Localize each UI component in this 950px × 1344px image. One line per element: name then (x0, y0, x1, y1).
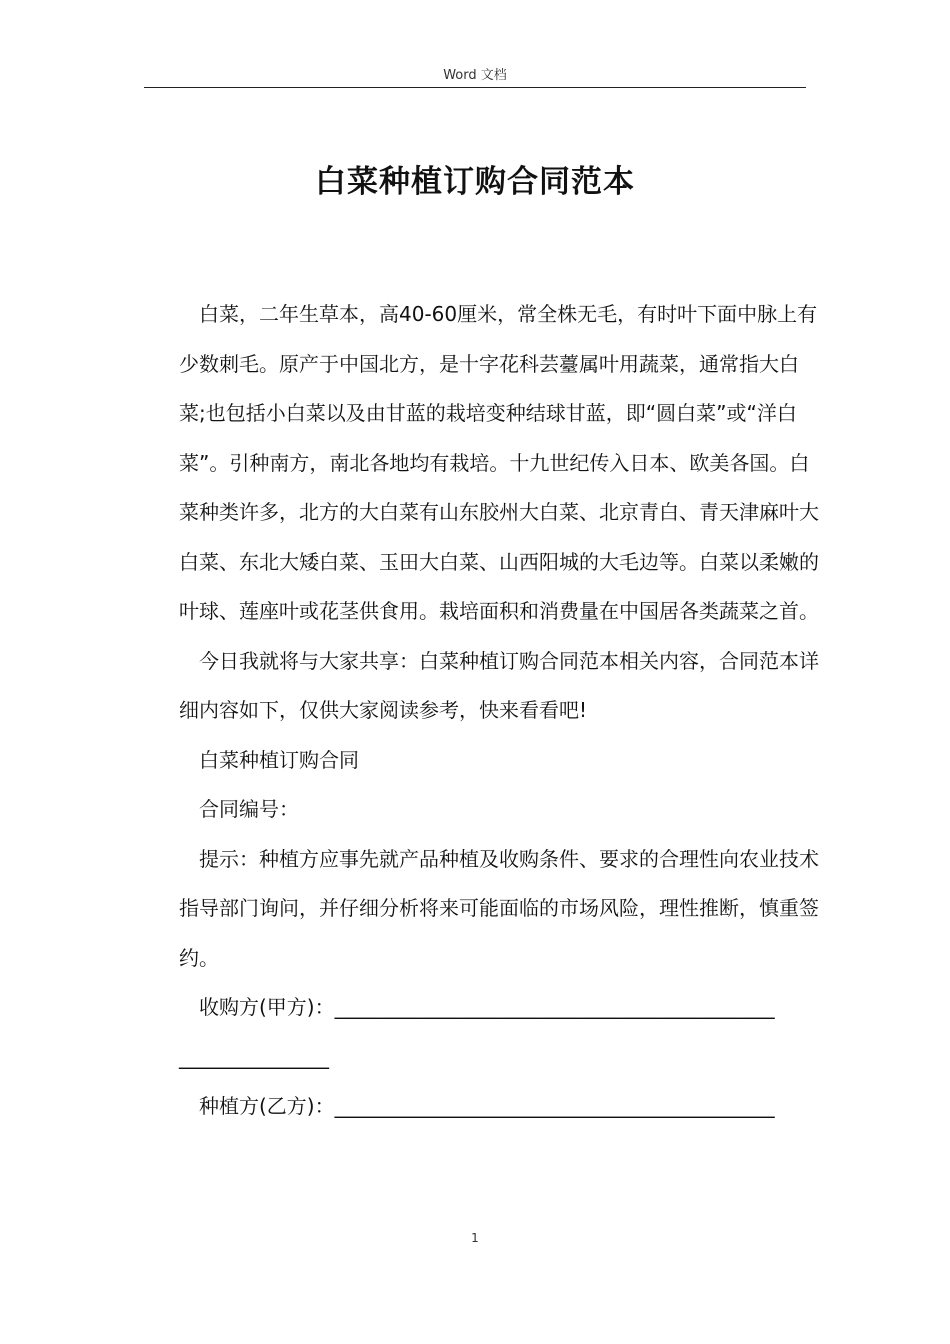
buyer-label: 收购方(甲方)： (199, 995, 335, 1019)
tip-paragraph: 提示：种植方应事先就产品种植及收购条件、要求的合理性向农业技术指导部门询问，并仔细分析将来可能面临的市场风险，理性推断，慎重签约。 (179, 846, 819, 970)
page-header: Word 文档 (443, 68, 507, 83)
header-rule (144, 87, 806, 88)
intro-paragraph: 白菜，二年生草本，高40-60厘米，常全株无毛，有时叶下面中脉上有少数刺毛。原产于中国北方，是十字花科芸薹属叶用蔬菜，通常指大白菜;也包括小白菜以及由甘蓝的栽培变种结球甘蓝，即“圆白菜”或“洋白菜”。引种南方，南北各地均有栽培。十九世纪传入日本、欧美各国。白菜种类许多，北方的大白菜有山东胶州大白菜、北京青白、青天津麻叶大白菜、东北大矮白菜、玉田大白菜、山西阳城的大毛边等。白菜以柔嫩的叶球、莲座叶或花茎供食用。栽培面积和消费量在中国居各类蔬菜之首。 (179, 302, 819, 623)
grower-blank: ____________________________________________ (334, 1094, 775, 1118)
buyer-line (179, 983, 819, 1033)
document-body (179, 290, 819, 1132)
document-title: 白菜种植订购合同范本 (315, 164, 635, 200)
buyer-blank-continued: _______________ (179, 1044, 329, 1069)
grower-line (179, 1082, 819, 1132)
grower-label: 种植方(乙方)： (199, 1094, 335, 1118)
buyer-blank: ____________________________________________ (334, 995, 775, 1019)
contract-title-line: 白菜种植订购合同 (199, 747, 359, 772)
page-number: 1 (471, 1231, 479, 1245)
share-paragraph: 今日我就将与大家共享：白菜种植订购合同范本相关内容，合同范本详细内容如下，仅供大家阅读参考，快来看看吧! (179, 648, 819, 722)
contract-number-line: 合同编号： (199, 797, 299, 821)
